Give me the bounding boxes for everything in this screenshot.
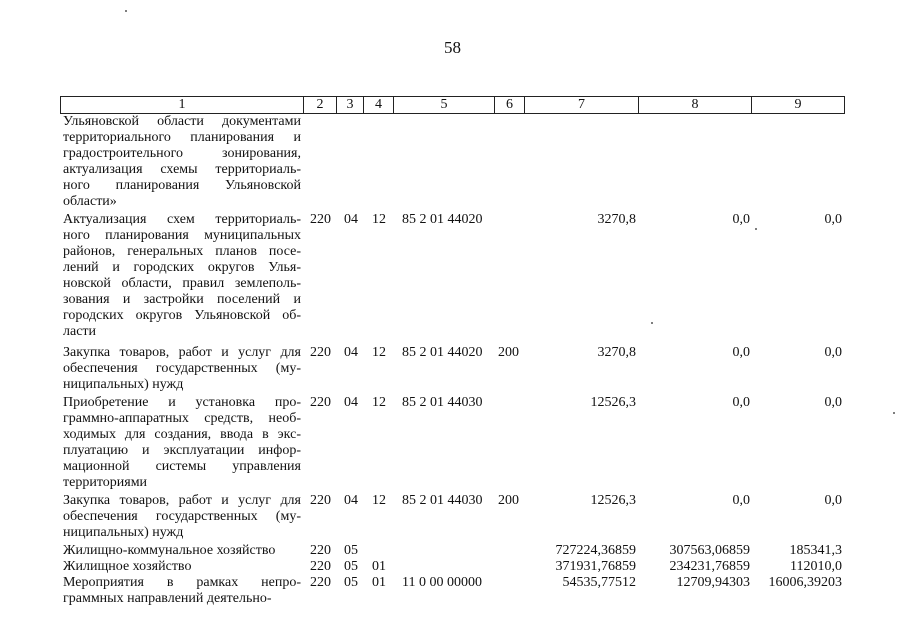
row-name-line: городских округов Ульяновской об- [63,308,301,323]
row-name [63,559,301,575]
page-number: 58 [444,38,461,57]
cell-amount-col7: 371931,76859 [555,559,636,574]
cell-amount-col7: 3270,8 [597,212,636,227]
cell-target-code: 85 2 01 44020 [402,212,483,227]
cell-target-code: 11 0 00 00000 [402,575,482,590]
row-name-line: ного планирования Ульяновской [63,178,301,193]
row-name-line: мационной системы управления [63,459,301,474]
row-name [63,345,301,393]
header-col-4: 4 [363,96,394,114]
cell-item-code: 01 [372,575,386,590]
scan-speck [651,322,653,324]
cell-expense-type: 200 [498,345,519,360]
header-col-8: 8 [638,96,752,114]
row-name-line: ного планирования муниципальных [63,228,301,243]
cell-amount-col9: 16006,39203 [768,575,842,590]
cell-amount-col7: 12526,3 [590,493,636,508]
scan-speck [755,228,757,230]
cell-section-code: 220 [310,212,331,227]
header-col-7: 7 [524,96,639,114]
cell-amount-col7: 727224,36859 [555,543,636,558]
row-name-line: ласти [63,324,97,339]
cell-section-code: 220 [310,543,331,558]
row-name [63,575,301,607]
row-name-line: обеспечения государственных (му- [63,361,301,376]
row-name-line: лений и городских округов Улья- [63,260,301,275]
cell-amount-col8: 0,0 [732,212,750,227]
row-name-line: граммных направлений деятельно- [63,591,272,606]
row-name [63,114,301,210]
row-name-line: Закупка товаров, работ и услуг для [63,345,301,360]
cell-subsection-code: 05 [344,575,358,590]
table-header [60,96,845,114]
row-name [63,493,301,541]
cell-amount-col9: 0,0 [824,345,842,360]
header-col-3: 3 [336,96,364,114]
row-name-line: Ульяновской области документами [63,114,301,129]
row-name-line: актуализация схемы территориаль- [63,162,301,177]
row-name-line: области» [63,194,117,209]
cell-amount-col8: 0,0 [732,395,750,410]
cell-section-code: 220 [310,395,331,410]
row-name-line: новской области, правил землеполь- [63,276,301,291]
cell-amount-col8: 0,0 [732,493,750,508]
cell-amount-col9: 0,0 [824,212,842,227]
row-name-line: ниципальных) нужд [63,377,184,392]
row-name-line: Жилищно-коммунальное хозяйство [63,543,276,558]
row-name-line: Приобретение и установка про- [63,395,301,410]
cell-amount-col8: 307563,06859 [669,543,750,558]
cell-item-code: 12 [372,395,386,410]
scan-speck [893,412,895,414]
cell-amount-col9: 112010,0 [790,559,842,574]
cell-section-code: 220 [310,345,331,360]
cell-amount-col8: 0,0 [732,345,750,360]
cell-item-code: 12 [372,345,386,360]
cell-target-code: 85 2 01 44030 [402,493,483,508]
scan-speck [125,10,127,12]
row-name-line: градостроительного зонирования, [63,146,301,161]
header-col-9: 9 [751,96,845,114]
header-col-6: 6 [494,96,525,114]
row-name-line: ниципальных) нужд [63,525,184,540]
cell-section-code: 220 [310,493,331,508]
cell-subsection-code: 04 [344,345,358,360]
row-name-line: плуатацию и эксплуатации инфор- [63,443,301,458]
row-name [63,212,301,340]
cell-item-code: 12 [372,493,386,508]
row-name-line: Жилищное хозяйство [63,559,192,574]
cell-subsection-code: 05 [344,543,358,558]
cell-amount-col8: 234231,76859 [669,559,750,574]
cell-item-code: 01 [372,559,386,574]
row-name-line: Мероприятия в рамках непро- [63,575,301,590]
cell-amount-col9: 185341,3 [789,543,842,558]
row-name-line: территориями [63,475,148,490]
cell-target-code: 85 2 01 44030 [402,395,483,410]
header-col-2: 2 [303,96,337,114]
row-name-line: районов, генеральных планов посе- [63,244,301,259]
cell-amount-col7: 12526,3 [590,395,636,410]
cell-expense-type: 200 [498,493,519,508]
cell-section-code: 220 [310,559,331,574]
header-col-5: 5 [393,96,495,114]
row-name-line: обеспечения государственных (му- [63,509,301,524]
row-name-line: ходимых для создания, ввода в экс- [63,427,301,442]
cell-subsection-code: 04 [344,395,358,410]
cell-amount-col9: 0,0 [824,395,842,410]
row-name-line: зования и застройки поселений и [63,292,301,307]
row-name-line: Закупка товаров, работ и услуг для [63,493,301,508]
cell-subsection-code: 04 [344,212,358,227]
cell-item-code: 12 [372,212,386,227]
row-name [63,543,301,559]
row-name-line: граммно-аппаратных средств, необ- [63,411,301,426]
row-name-line: территориального планирования и [63,130,301,145]
cell-subsection-code: 04 [344,493,358,508]
cell-amount-col8: 12709,94303 [676,575,750,590]
cell-subsection-code: 05 [344,559,358,574]
header-col-1: 1 [60,96,304,114]
cell-amount-col7: 3270,8 [597,345,636,360]
cell-section-code: 220 [310,575,331,590]
cell-amount-col7: 54535,77512 [562,575,636,590]
cell-amount-col9: 0,0 [824,493,842,508]
row-name [63,395,301,491]
row-name-line: Актуализация схем территориаль- [63,212,301,227]
cell-target-code: 85 2 01 44020 [402,345,483,360]
